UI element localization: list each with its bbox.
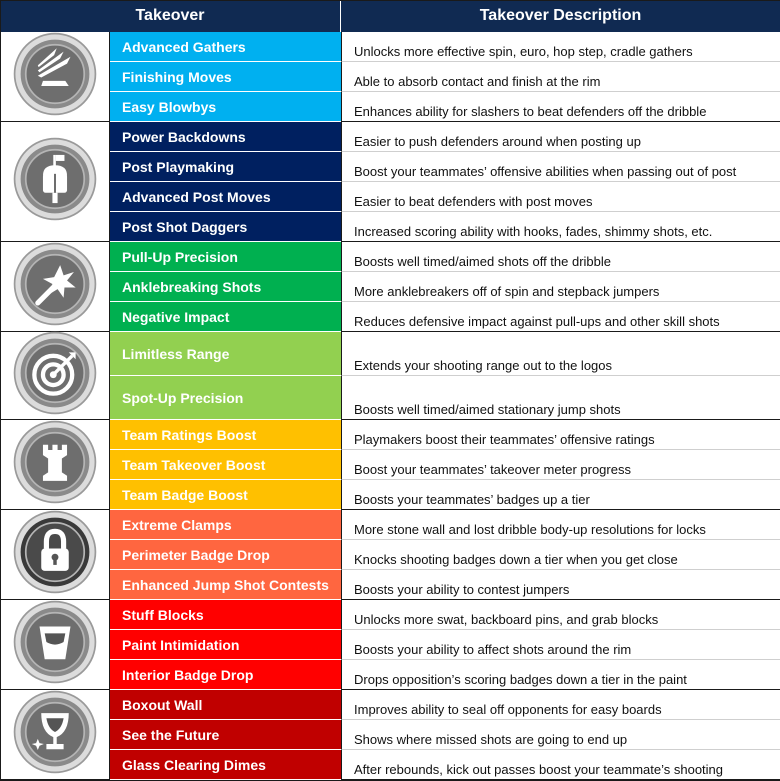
takeover-name: Extreme Clamps: [110, 510, 341, 540]
takeover-name: Team Ratings Boost: [110, 420, 341, 450]
takeover-name: Perimeter Badge Drop: [110, 540, 341, 570]
takeover-name: Stuff Blocks: [110, 600, 341, 630]
takeover-name: Enhanced Jump Shot Contests: [110, 570, 341, 600]
trophy-icon: [12, 689, 98, 780]
takeover-description: Boost your teammates’ takeover meter progress: [341, 450, 780, 480]
takeover-name: Post Shot Daggers: [110, 212, 341, 242]
takeover-name: Glass Clearing Dimes: [110, 750, 341, 780]
takeover-description: Unlocks more effective spin, euro, hop step, cradle gathers: [341, 32, 780, 62]
group-badge-cell: [0, 690, 110, 780]
takeover-description: Boosts well timed/aimed shots off the dribble: [341, 242, 780, 272]
takeover-name: Post Playmaking: [110, 152, 341, 182]
takeover-name: Limitless Range: [110, 332, 341, 376]
takeover-description: Easier to beat defenders with post moves: [341, 182, 780, 212]
takeover-description: Boosts your ability to affect shots around the rim: [341, 630, 780, 660]
group-badge-cell: [0, 332, 110, 420]
takeover-name: Interior Badge Drop: [110, 660, 341, 690]
takeover-description: Boosts well timed/aimed stationary jump shots: [341, 376, 780, 420]
description-column-header: Takeover Description: [341, 0, 780, 32]
wing-icon: [12, 31, 98, 122]
takeover-description: Playmakers boost their teammates’ offensive ratings: [341, 420, 780, 450]
mailbox-icon: [12, 136, 98, 227]
group-badge-cell: [0, 242, 110, 332]
takeover-name: Pull-Up Precision: [110, 242, 341, 272]
takeover-name: Easy Blowbys: [110, 92, 341, 122]
takeover-description: Boost your teammates’ offensive abilities when passing out of post: [341, 152, 780, 182]
takeover-name: Boxout Wall: [110, 690, 341, 720]
cup-icon: [12, 599, 98, 690]
takeover-name: Advanced Post Moves: [110, 182, 341, 212]
group-badge-cell: [0, 510, 110, 600]
takeover-name: Team Takeover Boost: [110, 450, 341, 480]
rook-icon: [12, 419, 98, 510]
takeover-description: Unlocks more swat, backboard pins, and grab blocks: [341, 600, 780, 630]
lock-icon: [12, 509, 98, 600]
target-icon: [12, 330, 98, 421]
takeover-name: Advanced Gathers: [110, 32, 341, 62]
takeover-name: Finishing Moves: [110, 62, 341, 92]
wand-icon: [12, 241, 98, 332]
takeover-name: Paint Intimidation: [110, 630, 341, 660]
takeover-description: After rebounds, kick out passes boost your teammate’s shooting: [341, 750, 780, 780]
group-badge-cell: [0, 600, 110, 690]
takeover-name: Spot-Up Precision: [110, 376, 341, 420]
group-badge-cell: [0, 420, 110, 510]
takeover-description: Increased scoring ability with hooks, fades, shimmy shots, etc.: [341, 212, 780, 242]
takeover-description: Easier to push defenders around when posting up: [341, 122, 780, 152]
takeover-description: Boosts your ability to contest jumpers: [341, 570, 780, 600]
takeover-name: See the Future: [110, 720, 341, 750]
takeover-description: Drops opposition’s scoring badges down a tier in the paint: [341, 660, 780, 690]
takeover-name: Power Backdowns: [110, 122, 341, 152]
takeover-description: Reduces defensive impact against pull-ups and other skill shots: [341, 302, 780, 332]
takeover-column-header: Takeover: [0, 0, 341, 32]
takeover-description: Shows where missed shots are going to end up: [341, 720, 780, 750]
takeover-name: Team Badge Boost: [110, 480, 341, 510]
takeover-description: Extends your shooting range out to the logos: [341, 332, 780, 376]
takeover-description: More anklebreakers off of spin and stepback jumpers: [341, 272, 780, 302]
group-badge-cell: [0, 32, 110, 122]
takeover-description: Able to absorb contact and finish at the rim: [341, 62, 780, 92]
takeover-description: Enhances ability for slashers to beat defenders off the dribble: [341, 92, 780, 122]
takeover-description: More stone wall and lost dribble body-up resolutions for locks: [341, 510, 780, 540]
takeover-description: Improves ability to seal off opponents for easy boards: [341, 690, 780, 720]
group-badge-cell: [0, 122, 110, 242]
takeover-name: Anklebreaking Shots: [110, 272, 341, 302]
takeover-name: Negative Impact: [110, 302, 341, 332]
takeover-description: Knocks shooting badges down a tier when you get close: [341, 540, 780, 570]
takeover-description: Boosts your teammates’ badges up a tier: [341, 480, 780, 510]
